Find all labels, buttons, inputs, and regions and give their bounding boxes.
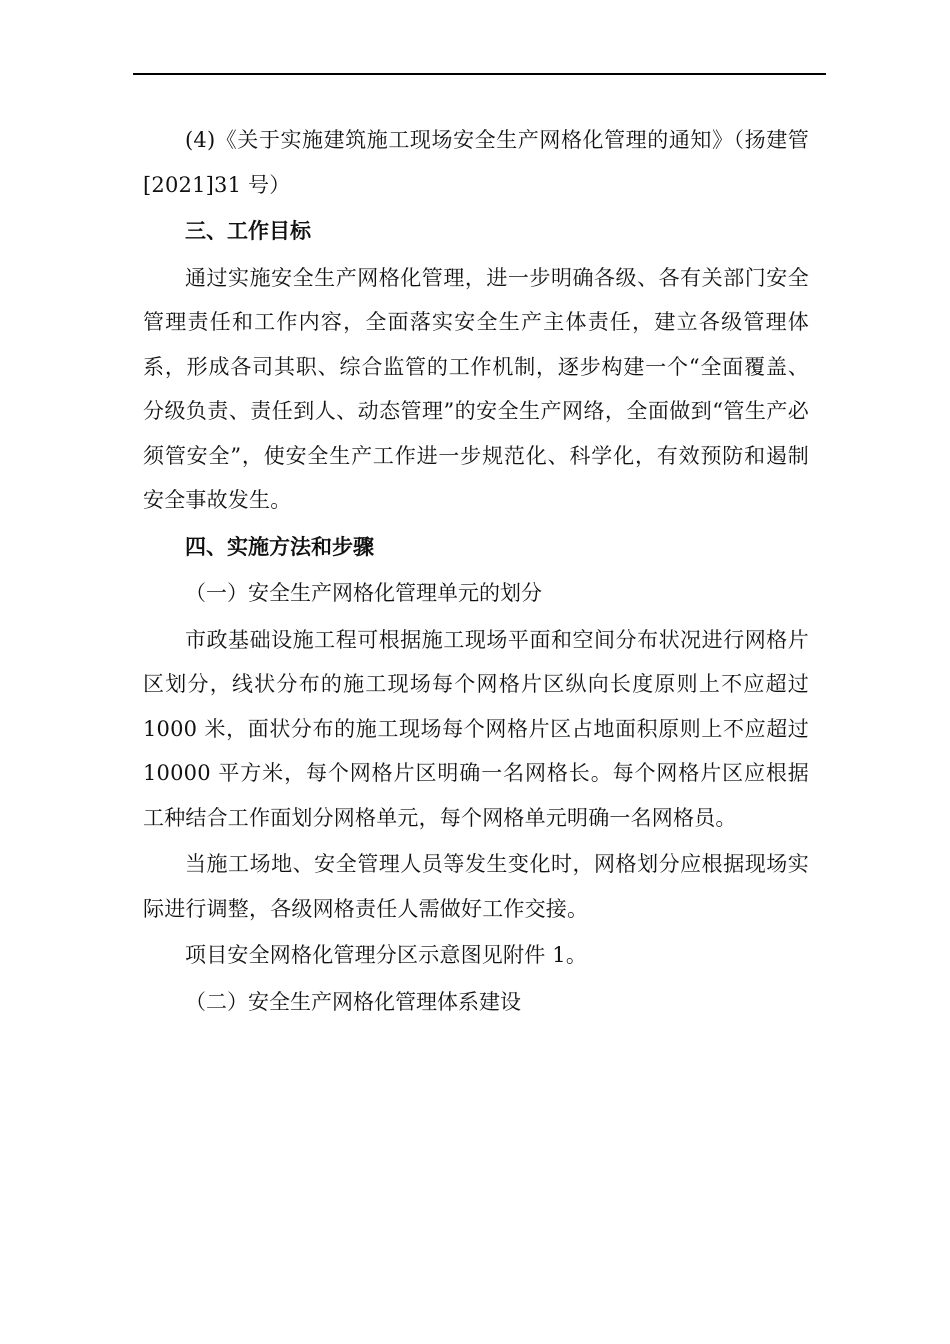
section-heading-methods: 四、实施方法和步骤 [185, 534, 374, 559]
subsection-heading-system-building: （二）安全生产网格化管理体系建设 [185, 989, 521, 1014]
reference-item-4: (4)《关于实施建筑施工现场安全生产网格化管理的通知》（扬建管[2021]31 号） [143, 128, 809, 197]
attachment-reference-paragraph: 项目安全网格化管理分区示意图见附件 1。 [185, 943, 588, 967]
adjustment-paragraph: 当施工场地、安全管理人员等发生变化时，网格划分应根据现场实际进行调整，各级网格责任人需做好工作交接。 [143, 852, 809, 921]
goals-paragraph: 通过实施安全生产网格化管理，进一步明确各级、各有关部门安全管理责任和工作内容，全面落实安全生产主体责任，建立各级管理体系，形成各司其职、综合监管的工作机制，逐步构建一个“全面覆盖、分级负责、责任到人、动态管理”的安全生产网络，全面做到“管生产必须管安全”，使安全生产工作进一步规范化、科学化，有效预防和遏制安全事故发生。 [143, 265, 809, 512]
header-rule [133, 73, 826, 75]
subsection-heading-grid-division: （一）安全生产网格化管理单元的划分 [185, 581, 542, 605]
section-heading-goals: 三、工作目标 [185, 219, 311, 243]
grid-division-paragraph: 市政基础设施工程可根据施工现场平面和空间分布状况进行网格片区划分，线状分布的施工现场每个网格片区纵向长度原则上不应超过 1000 米，面状分布的施工现场每个网格片区占地面积原则上不应超过 10000 平方米，每个网格片区明确一名网格长。每个网格片区应根据工种结合工作面划分网格单元，每个网格单元明确一名网格员。 [143, 627, 809, 830]
document-body [143, 118, 809, 1026]
